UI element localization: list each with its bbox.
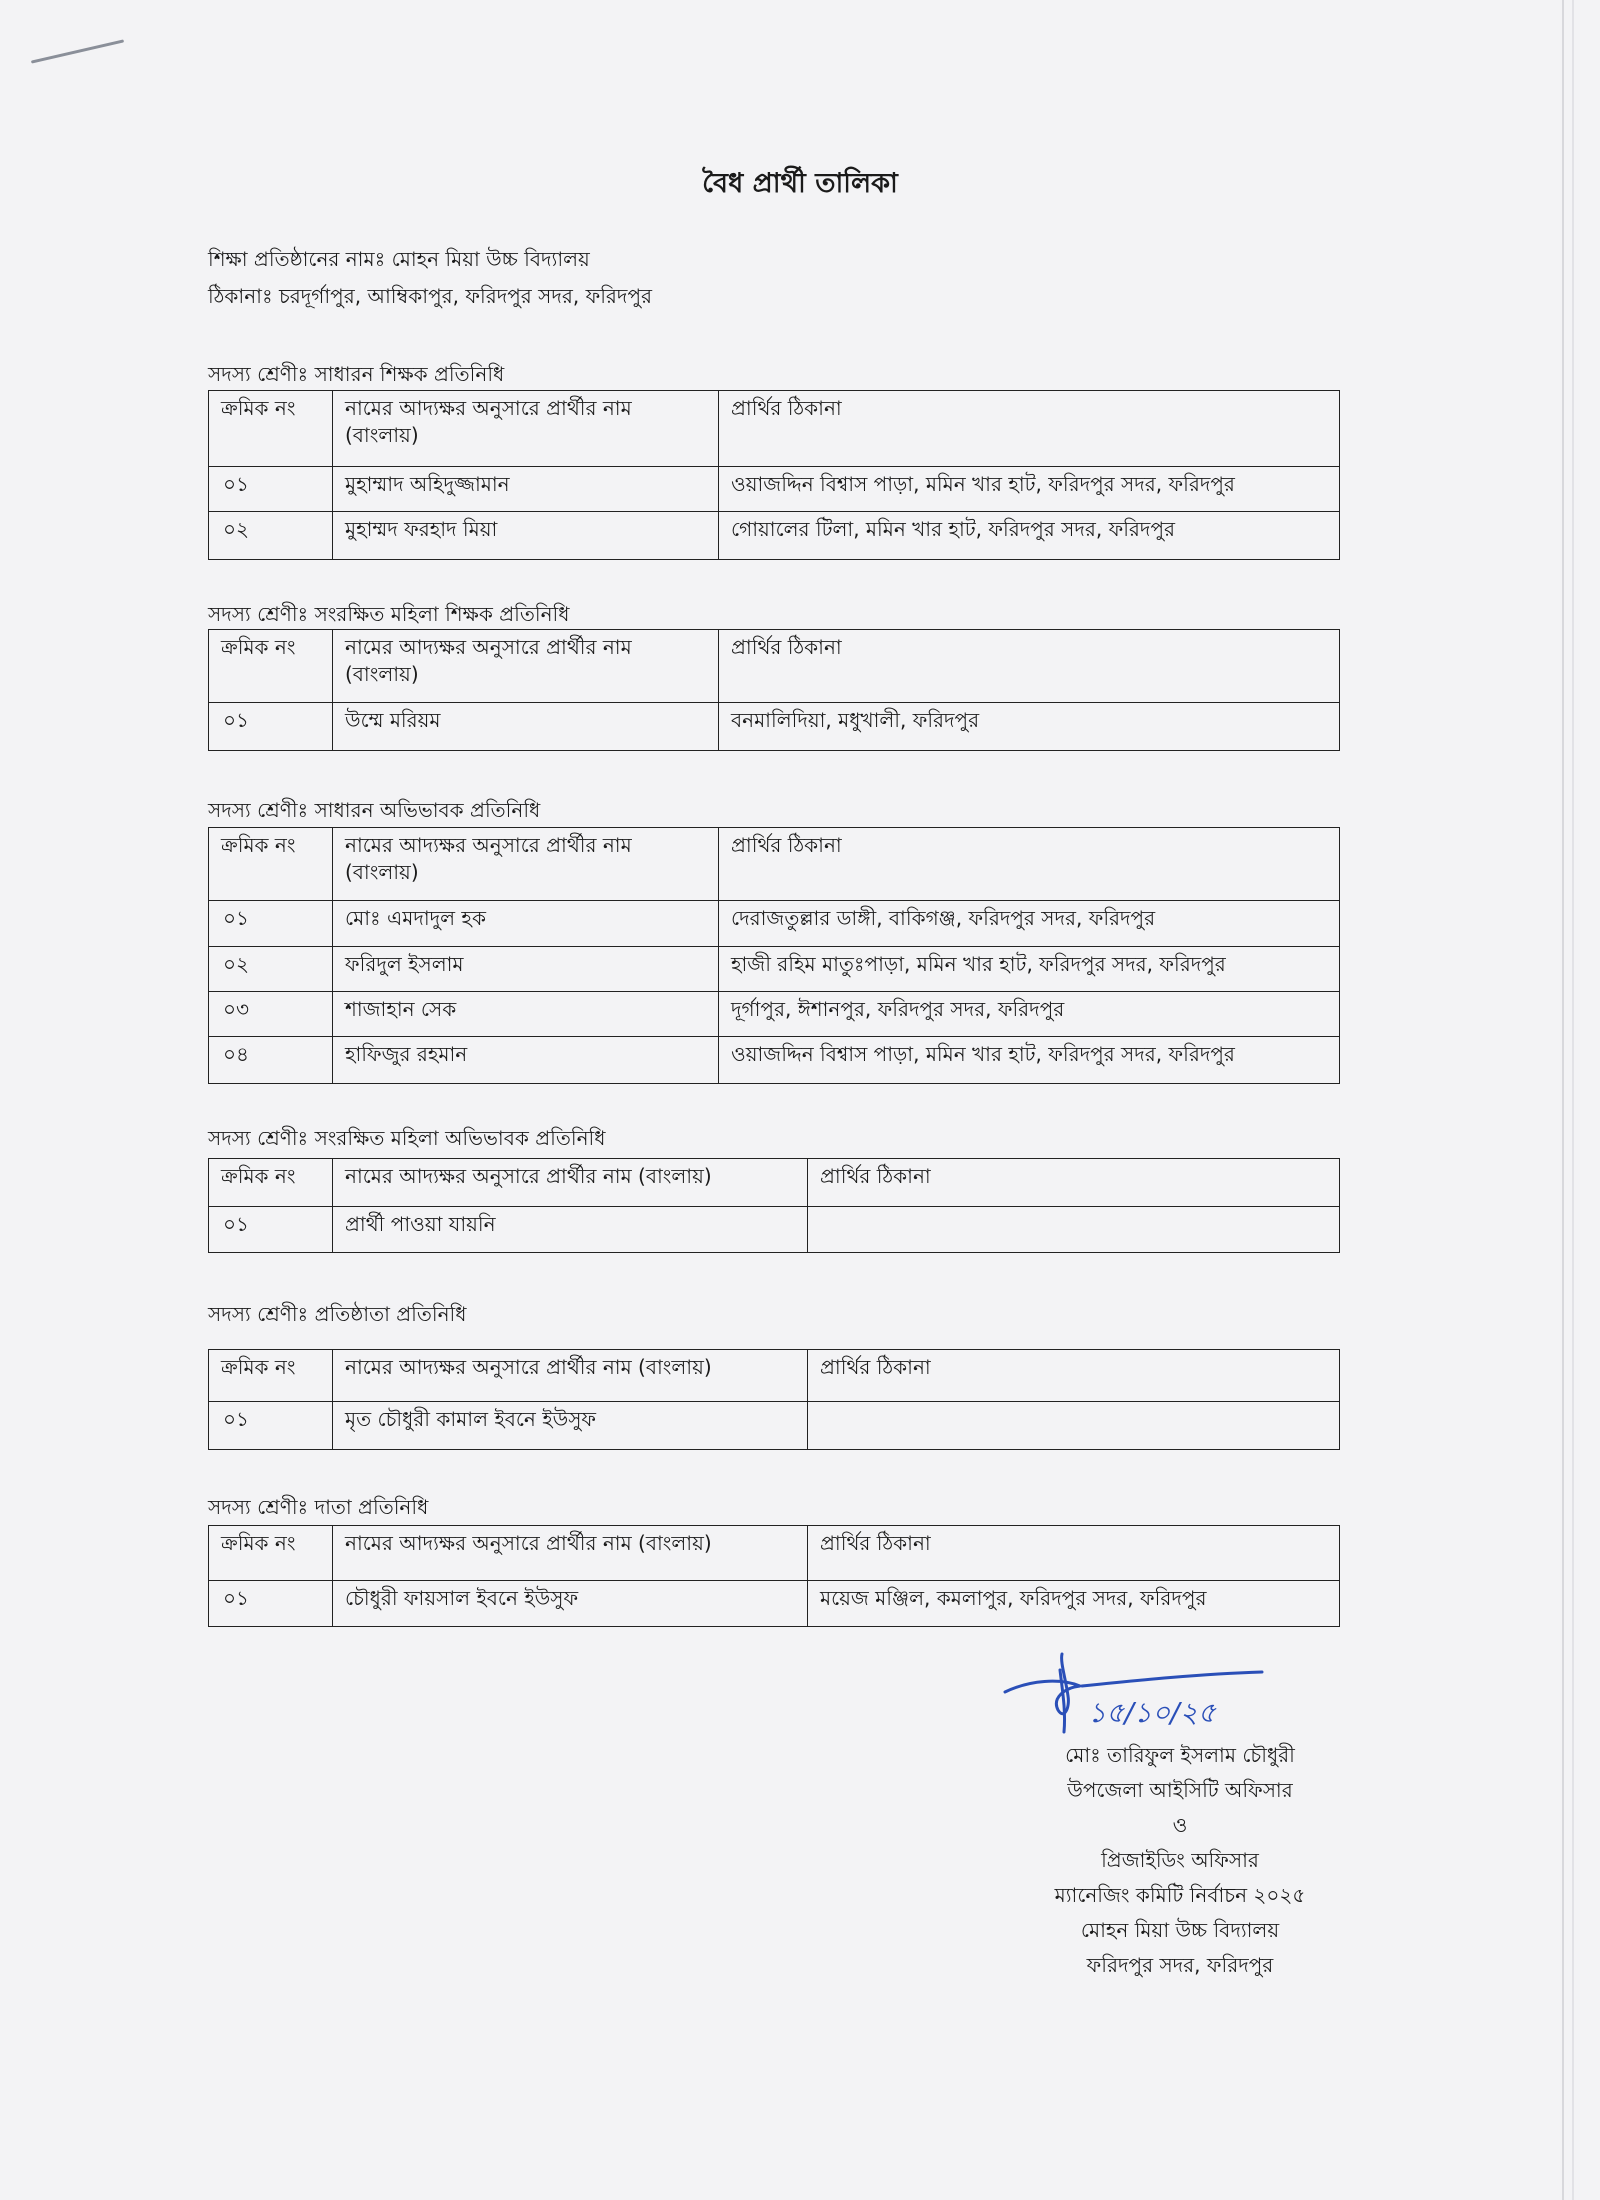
serial-cell: ০১: [209, 467, 333, 512]
table-row: [209, 992, 1340, 1037]
serial-cell: ০২: [209, 947, 333, 992]
section-title: সদস্য শ্রেণীঃ দাতা প্রতিনিধি: [208, 1495, 429, 1519]
signature-date: ১৫/১০/২৫: [1088, 1696, 1216, 1729]
address-header: প্রার্থির ঠিকানা: [719, 630, 1340, 703]
name-cell: ফরিদুল ইসলাম: [333, 947, 719, 992]
table-row: [209, 512, 1340, 560]
serial-header: ক্রমিক নং: [209, 1526, 333, 1581]
address-cell: গোয়ালের টিলা, মমিন খার হাট, ফরিদপুর সদর, ফরিদপুর: [719, 512, 1340, 560]
name-header: নামের আদ্যক্ষর অনুসারে প্রার্থীর নাম (বাংলায়): [333, 828, 719, 901]
table-row: [209, 467, 1340, 512]
name-cell: মোঃ এমদাদুল হক: [333, 901, 719, 947]
address-cell: দূর্গাপুর, ঈশানপুর, ফরিদপুর সদর, ফরিদপুর: [719, 992, 1340, 1037]
name-cell: প্রার্থী পাওয়া যায়নি: [333, 1207, 808, 1253]
address-header: প্রার্থির ঠিকানা: [808, 1159, 1340, 1207]
address-cell: বনমালিদিয়া, মধুখালী, ফরিদপুর: [719, 703, 1340, 751]
serial-cell: ০২: [209, 512, 333, 560]
officer-role: প্রিজাইডিং অফিসার: [1101, 1848, 1259, 1872]
serial-cell: ০৩: [209, 992, 333, 1037]
serial-cell: ০১: [209, 901, 333, 947]
address-cell: ওয়াজদ্দিন বিশ্বাস পাড়া, মমিন খার হাট, ফরিদপুর সদর, ফরিদপুর: [719, 1037, 1340, 1084]
serial-header: ক্রমিক নং: [209, 1159, 333, 1207]
address-cell: [808, 1207, 1340, 1253]
serial-cell: ০১: [209, 1207, 333, 1253]
table-header-row: [209, 1526, 1340, 1581]
table-row: [209, 703, 1340, 751]
candidate-table: [208, 827, 1340, 1084]
name-header: নামের আদ্যক্ষর অনুসারে প্রার্থীর নাম (বাংলায়): [333, 1526, 808, 1581]
school-name: মোহন মিয়া উচ্চ বিদ্যালয়: [1080, 1918, 1280, 1942]
candidate-table: [208, 1349, 1340, 1450]
institution-address: ঠিকানাঃ চরদূর্গাপুর, আম্বিকাপুর, ফরিদপুর সদর, ফরিদপুর: [208, 284, 653, 308]
section-title: সদস্য শ্রেণীঃ সংরক্ষিত মহিলা অভিভাবক প্রতিনিধি: [208, 1126, 606, 1150]
name-cell: মুহাম্মদ ফরহাদ মিয়া: [333, 512, 719, 560]
table-header-row: [209, 630, 1340, 703]
address-cell: হাজী রহিম মাতুঃপাড়া, মমিন খার হাট, ফরিদপুর সদর, ফরিদপুর: [719, 947, 1340, 992]
name-header: নামের আদ্যক্ষর অনুসারে প্রার্থীর নাম (বাংলায়): [333, 391, 719, 467]
pen-mark: [31, 39, 124, 63]
table-header-row: [209, 1350, 1340, 1402]
page-edge-shadow: [1562, 0, 1564, 2200]
name-header: নামের আদ্যক্ষর অনুসারে প্রার্থীর নাম (বাংলায়): [333, 630, 719, 703]
table-row: [209, 1402, 1340, 1450]
table-header-row: [209, 391, 1340, 467]
document-title: বৈধ প্রার্থী তালিকা: [702, 168, 898, 199]
serial-header: ক্রমিক নং: [209, 391, 333, 467]
institution-name: শিক্ষা প্রতিষ্ঠানের নামঃ মোহন মিয়া উচ্চ বিদ্যালয়: [208, 247, 590, 271]
address-header: প্রার্থির ঠিকানা: [808, 1350, 1340, 1402]
name-cell: হাফিজুর রহমান: [333, 1037, 719, 1084]
table-header-row: [209, 1159, 1340, 1207]
school-location: ফরিদপুর সদর, ফরিদপুর: [1086, 1953, 1274, 1977]
section-title: সদস্য শ্রেণীঃ সাধারন অভিভাবক প্রতিনিধি: [208, 798, 541, 822]
candidate-table: [208, 629, 1340, 751]
table-row: [209, 1037, 1340, 1084]
address-cell: ওয়াজদ্দিন বিশ্বাস পাড়া, মমিন খার হাট, ফরিদপুর সদর, ফরিদপুর: [719, 467, 1340, 512]
name-cell: উম্মে মরিয়ম: [333, 703, 719, 751]
table-row: [209, 947, 1340, 992]
name-cell: মুহাম্মাদ অহিদুজ্জামান: [333, 467, 719, 512]
officer-name: মোঃ তারিফুল ইসলাম চৌধুরী: [1065, 1743, 1295, 1767]
name-cell: চৌধুরী ফায়সাল ইবনে ইউসুফ: [333, 1581, 808, 1627]
page-edge-shadow: [1572, 0, 1574, 2200]
serial-cell: ০১: [209, 703, 333, 751]
table-row: [209, 901, 1340, 947]
section-title: সদস্য শ্রেণীঃ সংরক্ষিত মহিলা শিক্ষক প্রতিনিধি: [208, 602, 570, 626]
name-cell: মৃত চৌধুরী কামাল ইবনে ইউসুফ: [333, 1402, 808, 1450]
officer-designation: উপজেলা আইসিটি অফিসার: [1067, 1778, 1293, 1802]
conjunction: ও: [1172, 1813, 1188, 1837]
section-title: সদস্য শ্রেণীঃ প্রতিষ্ঠাতা প্রতিনিধি: [208, 1302, 467, 1326]
candidate-table: [208, 390, 1340, 560]
name-header: নামের আদ্যক্ষর অনুসারে প্রার্থীর নাম (বাংলায়): [333, 1350, 808, 1402]
address-cell: ময়েজ মঞ্জিল, কমলাপুর, ফরিদপুর সদর, ফরিদপুর: [808, 1581, 1340, 1627]
table-row: [209, 1207, 1340, 1253]
address-header: প্রার্থির ঠিকানা: [808, 1526, 1340, 1581]
candidate-table: [208, 1158, 1340, 1253]
address-header: প্রার্থির ঠিকানা: [719, 828, 1340, 901]
table-row: [209, 1581, 1340, 1627]
candidate-table: [208, 1525, 1340, 1627]
signature-block: [900, 1738, 1460, 1983]
serial-cell: ০৪: [209, 1037, 333, 1084]
address-cell: [808, 1402, 1340, 1450]
table-header-row: [209, 828, 1340, 901]
serial-header: ক্রমিক নং: [209, 828, 333, 901]
name-cell: শাজাহান সেক: [333, 992, 719, 1037]
section-title: সদস্য শ্রেণীঃ সাধারন শিক্ষক প্রতিনিধি: [208, 362, 505, 386]
address-header: প্রার্থির ঠিকানা: [719, 391, 1340, 467]
name-header: নামের আদ্যক্ষর অনুসারে প্রার্থীর নাম (বাংলায়): [333, 1159, 808, 1207]
serial-header: ক্রমিক নং: [209, 630, 333, 703]
signature: [1000, 1650, 1270, 1740]
serial-cell: ০১: [209, 1581, 333, 1627]
serial-cell: ০১: [209, 1402, 333, 1450]
election-name: ম্যানেজিং কমিটি নির্বাচন ২০২৫: [1054, 1883, 1306, 1907]
serial-header: ক্রমিক নং: [209, 1350, 333, 1402]
address-cell: দেরাজতুল্লার ডাঙ্গী, বাকিগঞ্জ, ফরিদপুর সদর, ফরিদপুর: [719, 901, 1340, 947]
